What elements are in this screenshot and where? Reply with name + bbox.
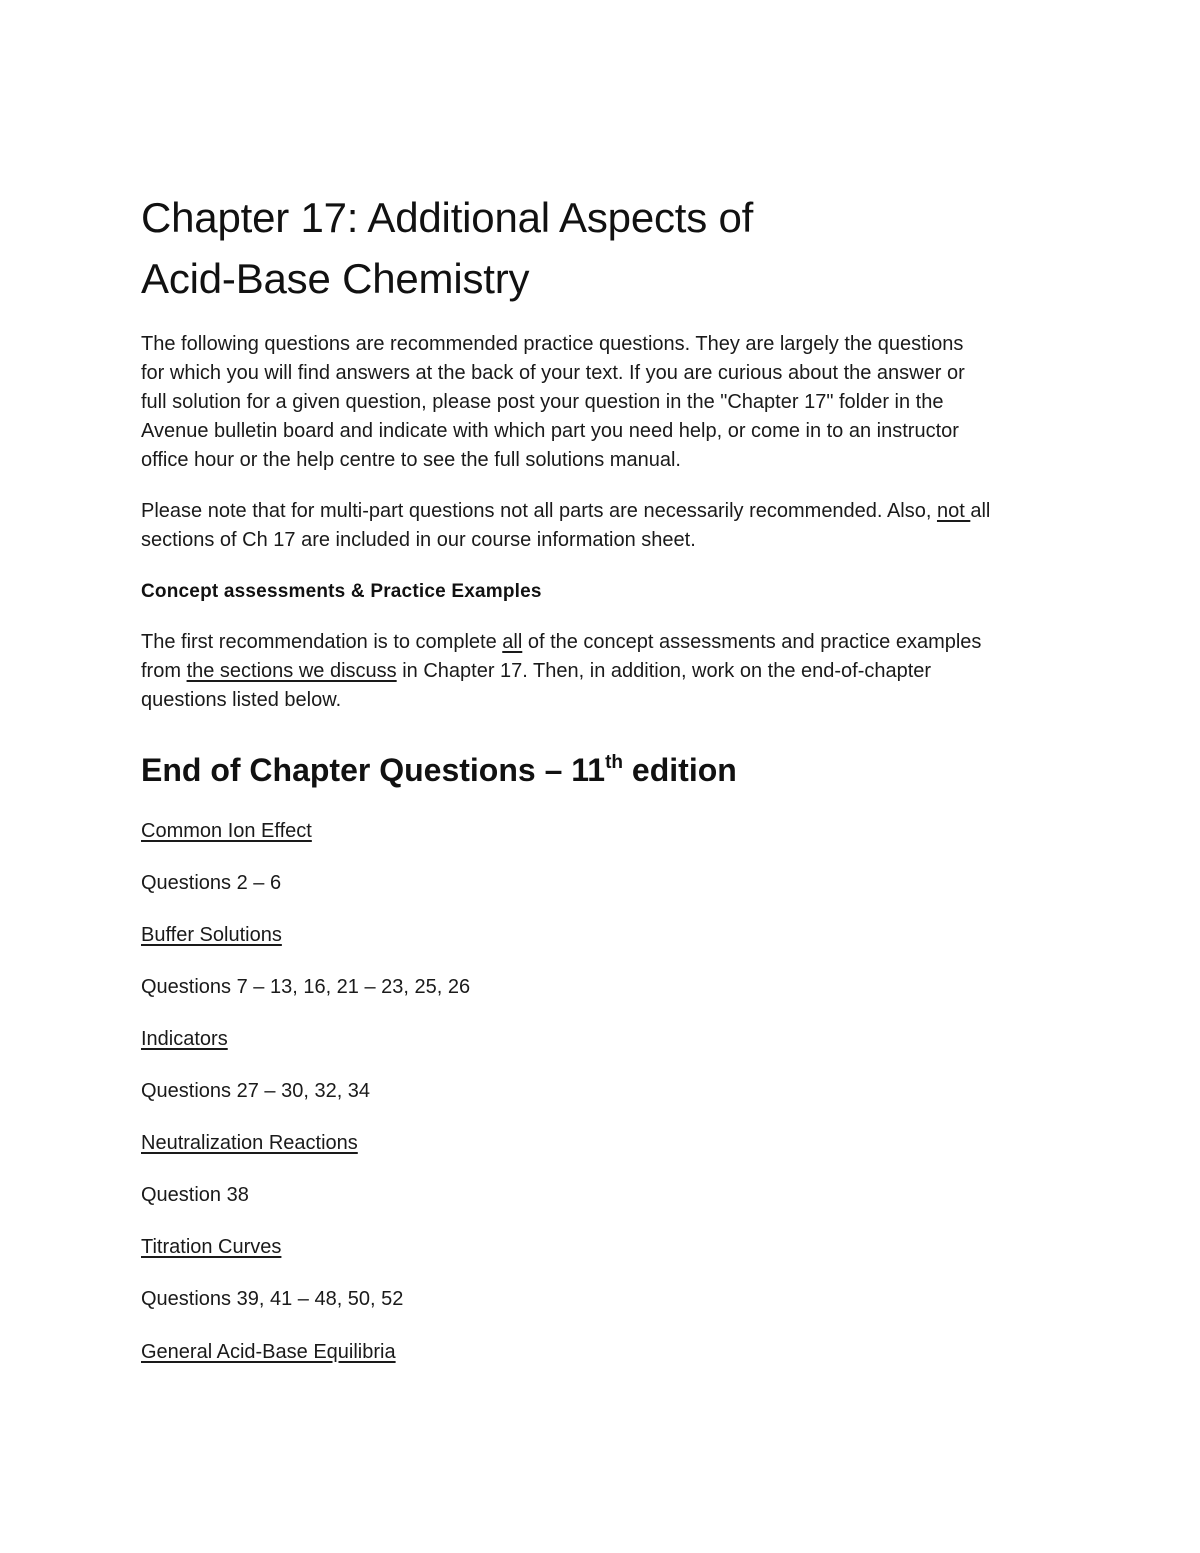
questions-common-ion-effect: Questions 2 – 6 (141, 872, 282, 894)
topic-titration-curves: Titration Curves (141, 1236, 282, 1258)
topic-buffer-solutions: Buffer Solutions (141, 924, 282, 946)
title-line-2: Acid-Base Chemistry (141, 255, 530, 302)
topic-common-ion-effect: Common Ion Effect (141, 820, 312, 842)
note-paragraph: Please note that for multi-part questions not all parts are necessarily recommended. Also, not all sections of Ch 17 are included in our course information sheet. (141, 500, 991, 551)
page-title (141, 187, 753, 309)
questions-neutralization-reactions: Question 38 (141, 1184, 249, 1206)
questions-buffer-solutions: Questions 7 – 13, 16, 21 – 23, 25, 26 (141, 976, 471, 998)
questions-titration-curves: Questions 39, 41 – 48, 50, 52 (141, 1288, 404, 1310)
concept-heading: Concept assessments & Practice Examples (141, 581, 542, 602)
topic-indicators: Indicators (141, 1028, 228, 1050)
topic-neutralization-reactions: Neutralization Reactions (141, 1132, 358, 1154)
intro-paragraph: The following questions are recommended practice questions. They are largely the questions for which you will find answers at the back of your text. If you are curious about the answer or full solution for a given question, please post your question in the "Chapter 17" folder in the Avenue bulletin board and indicate with which part you need help, or come in to an instructor office hour or the help centre to see the full solutions manual. (141, 333, 965, 471)
topic-general-acid-base-equilibria: General Acid-Base Equilibria (141, 1341, 396, 1363)
questions-indicators: Questions 27 – 30, 32, 34 (141, 1080, 371, 1102)
title-line-1: Chapter 17: Additional Aspects of (141, 194, 754, 241)
emphasis-all: all (502, 631, 523, 653)
concept-paragraph: The first recommendation is to complete all of the concept assessments and practice examples from the sections we discuss in Chapter 17. Then, in addition, work on the end-of-chapter questions listed below. (141, 631, 982, 711)
emphasis-sections: the sections we discuss (186, 660, 397, 682)
emphasis-not: not (936, 500, 971, 522)
end-of-chapter-heading: End of Chapter Questions – 11th edition (141, 752, 737, 788)
